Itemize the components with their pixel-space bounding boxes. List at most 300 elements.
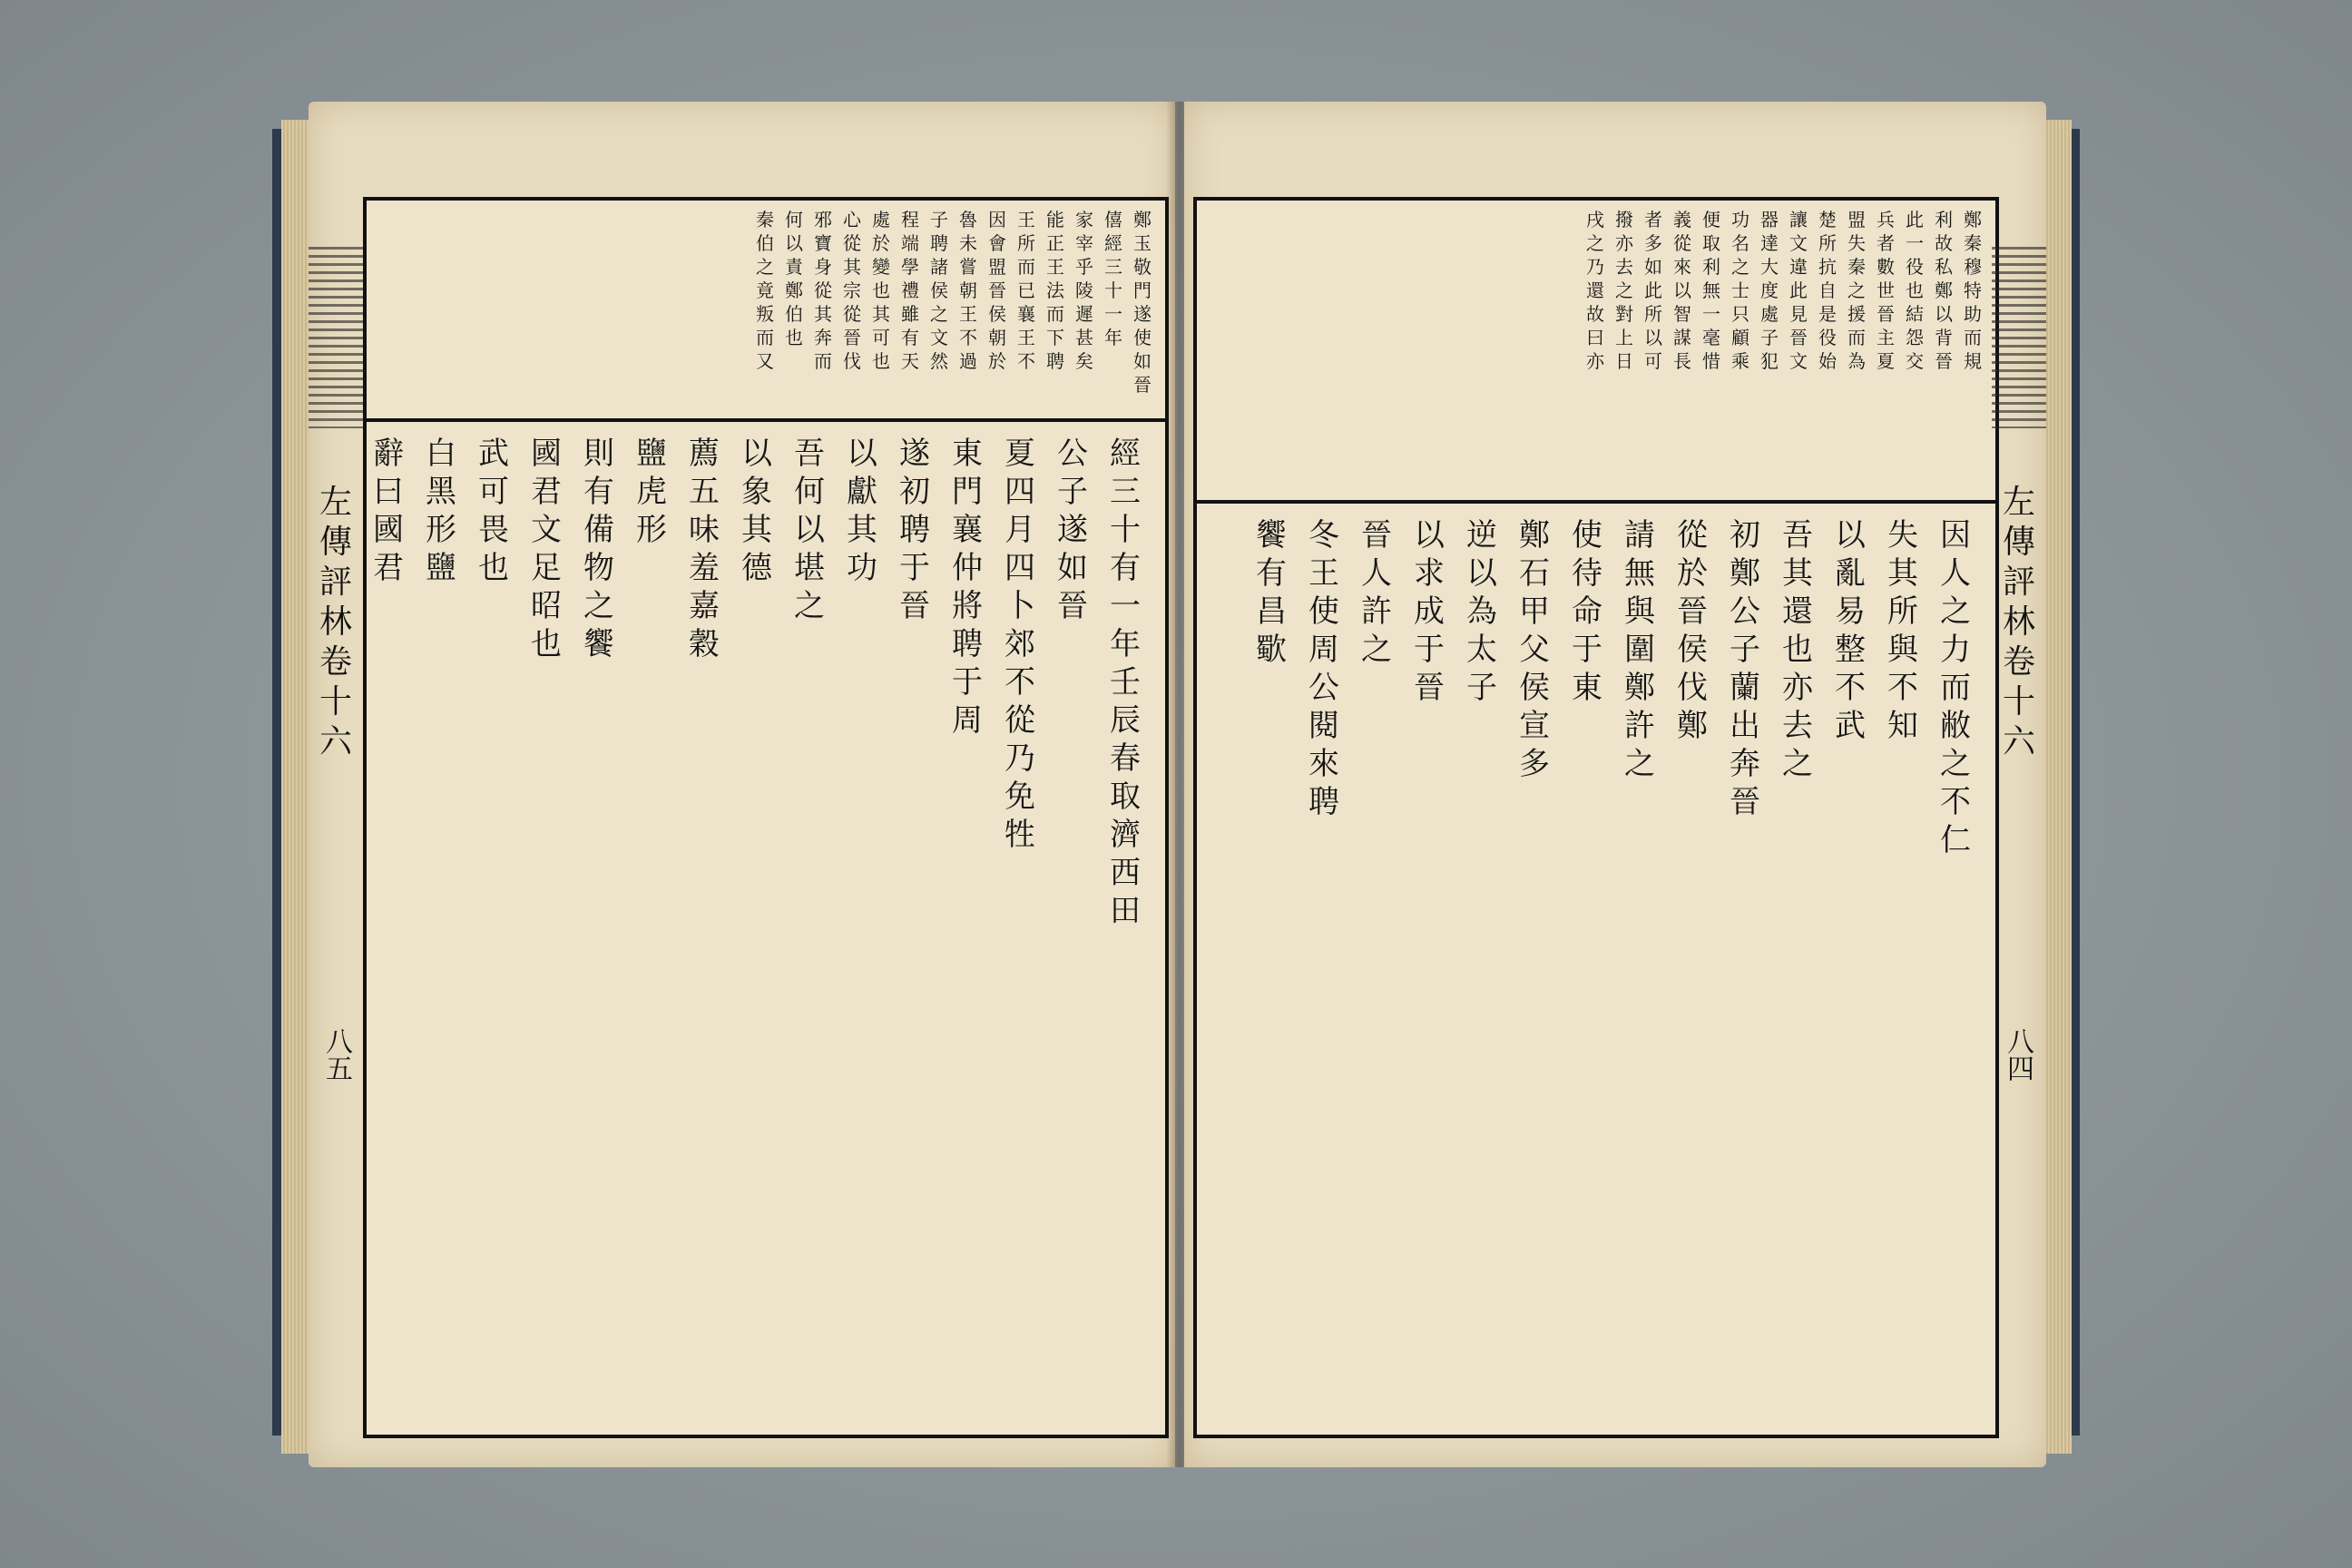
right-main-column: [1251, 516, 1291, 1418]
left-main-char: 月: [1004, 512, 1035, 548]
right-commentary-char: 也: [1906, 279, 1924, 301]
left-commentary-char: 晉: [843, 327, 861, 348]
left-commentary-char: 因: [988, 209, 1006, 230]
left-main-char: 將: [952, 588, 983, 624]
left-main-char: 足: [531, 550, 562, 586]
left-commentary-char: 於: [872, 232, 890, 254]
right-main-char: 仁: [1940, 822, 1971, 858]
left-main-char: 免: [1004, 779, 1035, 815]
left-commentary-char: 寶: [814, 232, 832, 254]
right-commentary-char: 犯: [1760, 350, 1779, 372]
left-commentary-char: 從: [814, 279, 832, 301]
left-commentary-char: 家: [1075, 209, 1093, 230]
left-main-char: 羞: [689, 550, 720, 586]
right-commentary-char: 此: [1906, 209, 1924, 230]
right-main-char: 奔: [1730, 746, 1760, 782]
left-main-char: 以: [741, 436, 772, 472]
left-main-column: [526, 435, 566, 1418]
right-main-column: [1462, 516, 1502, 1418]
right-main-char: 之: [1940, 746, 1971, 782]
left-main-column: [842, 435, 882, 1418]
left-commentary-char: 也: [872, 279, 890, 301]
right-main-char: 許: [1361, 593, 1392, 630]
right-commentary-char: 此: [1644, 279, 1662, 301]
right-commentary-char: 以: [1644, 327, 1662, 348]
right-commentary-char: 撥: [1615, 209, 1633, 230]
right-main-char: 公: [1730, 593, 1760, 630]
left-commentary-column: [751, 208, 779, 411]
right-commentary-char: 穆: [1964, 256, 1982, 278]
right-commentary-char: 鄭: [1964, 209, 1982, 230]
right-commentary-char: 為: [1847, 350, 1866, 372]
right-main-char: 人: [1361, 555, 1392, 592]
left-main-char: 可: [478, 474, 509, 510]
right-main-char: 之: [1361, 632, 1392, 668]
right-commentary-char: 取: [1702, 232, 1720, 254]
left-commentary-char: 又: [756, 350, 774, 372]
right-commentary-column: [1640, 208, 1667, 493]
left-commentary-char: 雖: [901, 303, 919, 325]
left-main-char: 何: [794, 474, 825, 510]
left-main-char: 卜: [1004, 588, 1035, 624]
right-main-char: 晉: [1677, 593, 1708, 630]
left-main-char: 君: [531, 474, 562, 510]
left-commentary-column: [897, 208, 924, 411]
right-commentary-char: 如: [1644, 256, 1662, 278]
right-main-char: 逆: [1466, 517, 1497, 554]
right-main-char: 鄭: [1624, 670, 1655, 706]
right-commentary-char: 無: [1702, 279, 1720, 301]
right-commentary-char: 結: [1906, 303, 1924, 325]
right-main-char: 其: [1887, 555, 1918, 592]
left-main-char: 形: [636, 512, 667, 548]
left-margin-ornament: [309, 247, 363, 428]
left-commentary-char: 處: [872, 209, 890, 230]
left-main-char: 田: [1110, 893, 1141, 929]
right-commentary-char: 之: [1586, 232, 1604, 254]
left-main-char: 取: [1110, 779, 1141, 815]
right-main-char: 冬: [1308, 517, 1339, 554]
right-commentary-char: 乃: [1586, 256, 1604, 278]
left-commentary-char: 遲: [1075, 303, 1093, 325]
left-commentary-char: 下: [1046, 327, 1064, 348]
right-commentary-char: 曰: [1586, 327, 1604, 348]
left-main-char: 如: [1057, 550, 1088, 586]
right-main-char: 不: [1887, 670, 1918, 706]
left-commentary-char: 伯: [785, 303, 803, 325]
left-main-char: 形: [426, 512, 456, 548]
left-main-char: 十: [1110, 512, 1141, 548]
right-commentary-char: 而: [1847, 327, 1866, 348]
left-main-char: 于: [899, 550, 930, 586]
right-commentary-char: 之: [1847, 279, 1866, 301]
right-commentary-char: 去: [1615, 256, 1633, 278]
left-main-char: 晉: [1057, 588, 1088, 624]
right-main-char: 蘭: [1730, 670, 1760, 706]
right-main-char: 子: [1730, 632, 1760, 668]
right-commentary-char: 功: [1731, 209, 1749, 230]
right-main-char: 與: [1624, 593, 1655, 630]
left-commentary-char: 也: [872, 350, 890, 372]
right-commentary-char: 晉: [1935, 350, 1953, 372]
left-commentary-char: 矣: [1075, 350, 1093, 372]
right-main-char: 公: [1308, 670, 1339, 706]
left-commentary-char: 不: [959, 327, 977, 348]
right-main-char: 歜: [1256, 632, 1287, 668]
left-commentary-char: 法: [1046, 279, 1064, 301]
right-commentary-char: 規: [1964, 350, 1982, 372]
left-text-block: [363, 197, 1169, 1438]
right-main-char: 還: [1782, 593, 1813, 630]
left-main-column: [895, 435, 935, 1418]
right-commentary-char: 援: [1847, 303, 1866, 325]
right-commentary-char: 世: [1877, 279, 1895, 301]
right-main-char: 力: [1940, 632, 1971, 668]
left-main-char: 饗: [583, 626, 614, 662]
right-commentary-char: 晉: [1877, 303, 1895, 325]
left-main-char: 嘉: [689, 588, 720, 624]
left-commentary-char: 身: [814, 256, 832, 278]
right-main-char: 所: [1887, 593, 1918, 630]
left-main-char: 濟: [1110, 817, 1141, 853]
right-commentary-char: 之: [1731, 256, 1749, 278]
left-commentary-char: 邪: [814, 209, 832, 230]
right-main-char: 待: [1572, 555, 1602, 592]
left-commentary-column: [1042, 208, 1069, 411]
right-main-char: 武: [1835, 708, 1866, 744]
left-main-char: 物: [583, 550, 614, 586]
right-commentary-char: 抗: [1818, 256, 1837, 278]
right-main-char: 出: [1730, 708, 1760, 744]
right-main-char: 侯: [1677, 632, 1708, 668]
left-commentary-column: [780, 208, 808, 411]
left-commentary-char: 程: [901, 209, 919, 230]
left-commentary-char: 之: [756, 256, 774, 278]
right-main-char: 其: [1782, 555, 1813, 592]
left-commentary-char: 如: [1133, 350, 1152, 372]
left-main-char: 以: [794, 512, 825, 548]
right-commentary-char: 盟: [1847, 209, 1866, 230]
left-main-char: 壬: [1110, 664, 1141, 701]
right-main-char: 吾: [1782, 517, 1813, 554]
left-commentary-char: 天: [901, 350, 919, 372]
left-commentary-char: 侯: [988, 303, 1006, 325]
left-main-column: [1000, 435, 1040, 1418]
right-commentary-char: 見: [1789, 303, 1808, 325]
left-main-char: 吾: [794, 436, 825, 472]
right-commentary-char: 毫: [1702, 327, 1720, 348]
right-main-char: 以: [1466, 555, 1497, 592]
left-main-char: 辭: [373, 436, 404, 472]
right-main-column: [1304, 516, 1344, 1418]
left-margin-title: [309, 483, 363, 762]
right-main-char: 閱: [1308, 708, 1339, 744]
left-main-char: 周: [952, 702, 983, 739]
left-main-char: 子: [1057, 474, 1088, 510]
right-main-char: 請: [1624, 517, 1655, 554]
left-main-char: 堪: [794, 550, 825, 586]
right-main-char: 之: [1940, 593, 1971, 630]
right-commentary-char: 役: [1906, 256, 1924, 278]
left-main-char: 東: [952, 436, 983, 472]
right-main-char: 圍: [1624, 632, 1655, 668]
left-main-char: 文: [531, 512, 562, 548]
left-main-char: 德: [741, 550, 772, 586]
right-main-column: [1620, 516, 1660, 1418]
left-commentary-char: 王: [959, 303, 977, 325]
left-commentary-char: 玉: [1133, 232, 1152, 254]
right-main-char: 甲: [1519, 593, 1550, 630]
right-commentary-char: 私: [1935, 256, 1953, 278]
right-commentary-char: 多: [1644, 232, 1662, 254]
left-main-char: 聘: [952, 626, 983, 662]
left-commentary-char: 有: [901, 327, 919, 348]
left-commentary-char: 朝: [988, 327, 1006, 348]
left-commentary-char: 朝: [959, 279, 977, 301]
left-commentary-char: 於: [988, 350, 1006, 372]
right-commentary-column: [1785, 208, 1812, 493]
right-commentary-char: 乘: [1731, 350, 1749, 372]
left-main-char: 郊: [1004, 626, 1035, 662]
right-commentary-char: 失: [1847, 232, 1866, 254]
left-main-char: 四: [1004, 550, 1035, 586]
right-margin-title: [1992, 483, 2046, 762]
left-main-char: 國: [531, 436, 562, 472]
left-commentary-char: 然: [930, 350, 948, 372]
left-page-number: 八五: [320, 1027, 352, 1082]
left-main-char: 也: [478, 550, 509, 586]
left-main-char: 襄: [952, 512, 983, 548]
left-commentary-char: 經: [1104, 232, 1122, 254]
left-main-char: 畏: [478, 512, 509, 548]
right-commentary-char: 楚: [1818, 209, 1837, 230]
left-main-column: [579, 435, 619, 1418]
right-main-char: 與: [1887, 632, 1918, 668]
left-commentary-char: 敬: [1133, 256, 1152, 278]
left-commentary-char: 其: [843, 256, 861, 278]
right-main-char: 亂: [1835, 555, 1866, 592]
left-main-char: 有: [1110, 550, 1141, 586]
right-commentary-char: 子: [1760, 327, 1779, 348]
right-commentary-char: 文: [1789, 350, 1808, 372]
right-commentary-char: 故: [1586, 303, 1604, 325]
right-commentary-char: 所: [1818, 232, 1837, 254]
right-main-char: 鄭: [1677, 708, 1708, 744]
left-main-char: 功: [847, 550, 877, 586]
left-commentary-char: 禮: [901, 279, 919, 301]
right-main-char: 之: [1624, 746, 1655, 782]
right-main-char: 失: [1887, 517, 1918, 554]
left-commentary-char: 陵: [1075, 279, 1093, 301]
left-commentary-char: 王: [1017, 327, 1035, 348]
right-main-char: 從: [1677, 517, 1708, 554]
right-commentary-char: 可: [1644, 350, 1662, 372]
left-commentary-char: 端: [901, 232, 919, 254]
left-main-char: 不: [1004, 664, 1035, 701]
left-main-column: [632, 435, 671, 1418]
left-commentary-char: 以: [785, 232, 803, 254]
left-commentary-char: 宰: [1075, 232, 1093, 254]
left-commentary-char: 會: [988, 232, 1006, 254]
left-main-char: 初: [899, 474, 930, 510]
right-main-char: 許: [1624, 708, 1655, 744]
left-main-char: 三: [1110, 474, 1141, 510]
right-commentary-char: 戌: [1586, 209, 1604, 230]
left-commentary-char: 魯: [959, 209, 977, 230]
left-main-char: 也: [531, 626, 562, 662]
left-commentary-column: [809, 208, 837, 411]
left-main-char: 四: [1004, 474, 1035, 510]
left-commentary-char: 晉: [1133, 374, 1152, 396]
right-commentary-column: [1814, 208, 1841, 493]
right-commentary-column: [1930, 208, 1957, 493]
right-commentary-char: 還: [1586, 279, 1604, 301]
left-upper-band: [367, 418, 1165, 422]
right-commentary-char: 亦: [1586, 350, 1604, 372]
left-main-char: 白: [426, 436, 456, 472]
left-commentary-char: 不: [1017, 350, 1035, 372]
right-main-char: 整: [1835, 632, 1866, 668]
left-commentary-column: [838, 208, 866, 411]
margin-title-text: 左 傳 評 林 卷 十 六: [2002, 484, 2035, 760]
left-commentary-column: [1129, 208, 1156, 411]
right-main-column: [1672, 516, 1712, 1418]
right-commentary-char: 而: [1964, 327, 1982, 348]
left-commentary-region: [367, 201, 1165, 418]
right-page-number: 八四: [2002, 1027, 2034, 1082]
left-commentary-char: 其: [872, 303, 890, 325]
right-commentary-char: 夏: [1877, 350, 1895, 372]
left-commentary-char: 叛: [756, 303, 774, 325]
right-commentary-char: 便: [1702, 209, 1720, 230]
left-commentary-char: 變: [872, 256, 890, 278]
right-main-char: 饗: [1256, 517, 1287, 554]
right-commentary-char: 利: [1702, 256, 1720, 278]
left-commentary-char: 宗: [843, 279, 861, 301]
right-text-block: [1193, 197, 1999, 1438]
left-commentary-char: 使: [1133, 327, 1152, 348]
left-commentary-char: 鄭: [1133, 209, 1152, 230]
right-main-char: 初: [1730, 517, 1760, 554]
right-commentary-char: 從: [1673, 232, 1691, 254]
right-main-char: 於: [1677, 555, 1708, 592]
left-main-text-region: [367, 427, 1165, 1426]
left-commentary-char: 所: [1017, 232, 1035, 254]
left-commentary-char: 伯: [756, 232, 774, 254]
right-commentary-char: 士: [1731, 279, 1749, 301]
left-main-char: 鹽: [426, 550, 456, 586]
right-commentary-region: [1197, 201, 1995, 500]
right-commentary-char: 義: [1673, 209, 1691, 230]
right-commentary-char: 對: [1615, 303, 1633, 325]
right-commentary-char: 所: [1644, 303, 1662, 325]
left-main-char: 鹽: [636, 436, 667, 472]
left-main-column: [421, 435, 461, 1418]
right-commentary-char: 秦: [1847, 256, 1866, 278]
right-commentary-char: 處: [1760, 303, 1779, 325]
left-commentary-char: 嘗: [959, 256, 977, 278]
left-main-char: 仲: [952, 550, 983, 586]
right-commentary-char: 故: [1935, 232, 1953, 254]
left-main-char: 西: [1110, 855, 1141, 891]
left-commentary-column: [1100, 208, 1127, 411]
right-main-char: 石: [1519, 555, 1550, 592]
right-main-char: 為: [1466, 593, 1497, 630]
left-main-char: 則: [583, 436, 614, 472]
right-main-char: 以: [1835, 517, 1866, 554]
left-main-char: 五: [689, 474, 720, 510]
right-commentary-char: 讓: [1789, 209, 1808, 230]
left-commentary-char: 王: [1046, 256, 1064, 278]
right-commentary-char: 鄭: [1935, 279, 1953, 301]
left-main-char: 春: [1110, 740, 1141, 777]
right-main-column: [1936, 516, 1975, 1418]
right-commentary-char: 文: [1789, 232, 1808, 254]
right-main-char: 知: [1887, 708, 1918, 744]
left-commentary-char: 其: [814, 303, 832, 325]
left-commentary-char: 聘: [930, 232, 948, 254]
left-main-char: 其: [741, 512, 772, 548]
right-main-char: 鄭: [1519, 517, 1550, 554]
right-commentary-char: 智: [1673, 303, 1691, 325]
left-commentary-char: 侯: [930, 279, 948, 301]
right-main-char: 不: [1835, 670, 1866, 706]
left-main-char: 遂: [899, 436, 930, 472]
right-main-char: 使: [1572, 517, 1602, 554]
left-main-char: 公: [1057, 436, 1088, 472]
left-main-column: [1105, 435, 1145, 1418]
left-main-char: 味: [689, 512, 720, 548]
left-main-char: 有: [583, 474, 614, 510]
left-commentary-char: 從: [843, 232, 861, 254]
right-main-char: 不: [1940, 784, 1971, 820]
left-commentary-char: 從: [843, 303, 861, 325]
left-main-char: 晉: [899, 588, 930, 624]
left-commentary-char: 年: [1104, 327, 1122, 348]
left-commentary-char: 也: [785, 327, 803, 348]
left-commentary-char: 王: [1017, 209, 1035, 230]
right-main-column: [1567, 516, 1607, 1418]
right-commentary-column: [1756, 208, 1783, 493]
left-main-char: 虎: [636, 474, 667, 510]
left-main-column: [1053, 435, 1093, 1418]
left-main-char: 昭: [531, 588, 562, 624]
right-main-char: 去: [1782, 708, 1813, 744]
right-commentary-char: 一: [1906, 232, 1924, 254]
right-commentary-char: 上: [1615, 327, 1633, 348]
left-page: [309, 102, 1175, 1467]
right-main-column: [1357, 516, 1396, 1418]
right-commentary-char: 者: [1877, 232, 1895, 254]
right-main-column: [1883, 516, 1923, 1418]
left-main-char: 黑: [426, 474, 456, 510]
right-main-char: 周: [1308, 632, 1339, 668]
left-commentary-char: 可: [872, 327, 890, 348]
right-commentary-column: [1901, 208, 1928, 493]
right-main-char: 晉: [1414, 670, 1445, 706]
right-main-char: 太: [1466, 632, 1497, 668]
right-main-char: 鄭: [1730, 555, 1760, 592]
right-commentary-char: 違: [1789, 256, 1808, 278]
right-main-char: 求: [1414, 555, 1445, 592]
right-commentary-char: 惜: [1702, 350, 1720, 372]
left-commentary-char: 奔: [814, 327, 832, 348]
right-commentary-char: 晉: [1789, 327, 1808, 348]
left-main-char: 獻: [847, 474, 877, 510]
left-commentary-char: 子: [930, 209, 948, 230]
left-main-char: 于: [952, 664, 983, 701]
right-commentary-column: [1727, 208, 1754, 493]
